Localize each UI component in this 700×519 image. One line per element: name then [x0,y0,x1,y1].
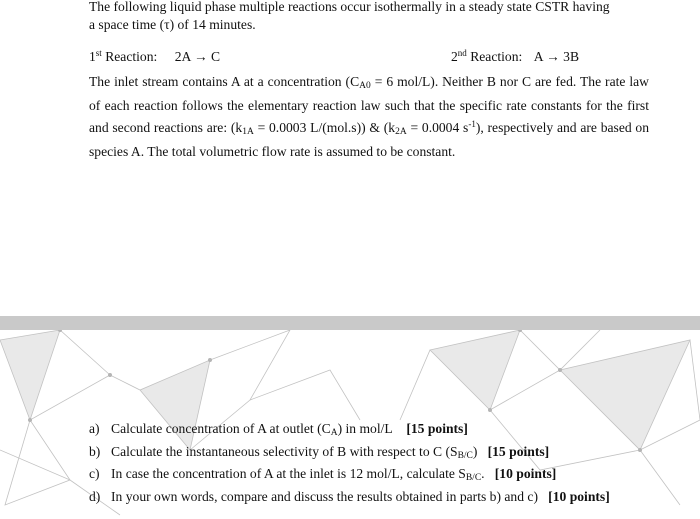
reaction-1-ordinal: st [95,48,102,58]
question-a [89,420,649,443]
gray-separator-band [0,316,700,330]
question-text [111,443,649,466]
question-a-subscript: A [330,428,338,438]
question-d [89,488,649,506]
bg-line [250,370,360,420]
reaction-2-number: 2 [451,49,458,64]
reaction-1-number: 1 [89,49,96,64]
bg-node [208,358,212,362]
para-part-1: The inlet stream contains A at a concentration (C [89,74,360,89]
question-b [89,443,649,466]
problem-paragraph [89,72,649,161]
question-d-points: [10 points] [548,488,610,504]
question-label: b) [89,443,101,459]
intro-line-1: The following liquid phase multiple reactions occur isothermally in a steady state CSTR having [89,0,610,14]
para-part-4: = 0.0004 s [406,120,469,135]
intro-line-2: a space time (τ) of 14 minutes. [89,17,256,32]
reaction-2 [451,44,579,66]
bg-node [108,373,112,377]
para-part-2: = 6 mol/L). Neither B nor C are fed. The rate law of each reaction follows the elementary reaction law such that the specific rate constants for the first and second reactions are: (k [89,74,649,135]
unit-exponent: -1 [468,119,476,129]
reaction-1 [89,44,220,66]
question-a-points: [15 points] [406,421,468,436]
k2a-subscript: 2A [395,127,407,137]
reaction-2-equation: A → 3B [533,49,580,64]
bg-node [558,368,562,372]
question-b-text: Calculate the instantaneous selectivity of B with respect to C (S [111,443,458,459]
question-a-suffix: ) in mol/L [337,421,393,436]
question-b-subscript: B/C [457,450,473,461]
question-a-text: Calculate concentration of A at outlet (C [111,421,331,436]
question-b-points: [15 points] [487,443,550,459]
para-part-3: = 0.0003 L/(mol.s)) & (k [253,120,396,135]
question-text [111,465,649,488]
question-label: c) [89,466,100,481]
reaction-2-ordinal: nd [457,48,467,58]
bg-polygon [0,330,60,420]
bg-node [28,418,32,422]
question-d-text: In your own words, compare and discuss the results obtained in parts b) and c) [111,488,538,504]
question-c-points: [10 points] [494,466,557,481]
question-label: a) [89,421,100,436]
question-text [111,488,649,506]
bg-polygon [430,330,520,410]
question-label: d) [89,488,101,504]
question-c-subscript: B/C [465,473,482,483]
reaction-1-equation: 2A → C [174,49,221,64]
cao-subscript: A0 [359,81,371,91]
k1a-subscript: 1A [242,127,254,137]
reaction-2-label: Reaction: [466,49,523,64]
question-c-text: In case the concentration of A at the inlet is 12 mol/L, calculate S [111,466,466,481]
question-c [89,465,649,488]
bg-node [488,408,492,412]
question-text [111,420,649,443]
question-b-suffix: ) [472,443,478,459]
reaction-1-label: Reaction: [101,49,158,64]
para-part-5: ), respectively and are based on species A. The total volumetric flow rate is assumed to be constant. [89,120,649,159]
question-c-suffix: . [481,466,485,481]
question-list [89,420,649,505]
